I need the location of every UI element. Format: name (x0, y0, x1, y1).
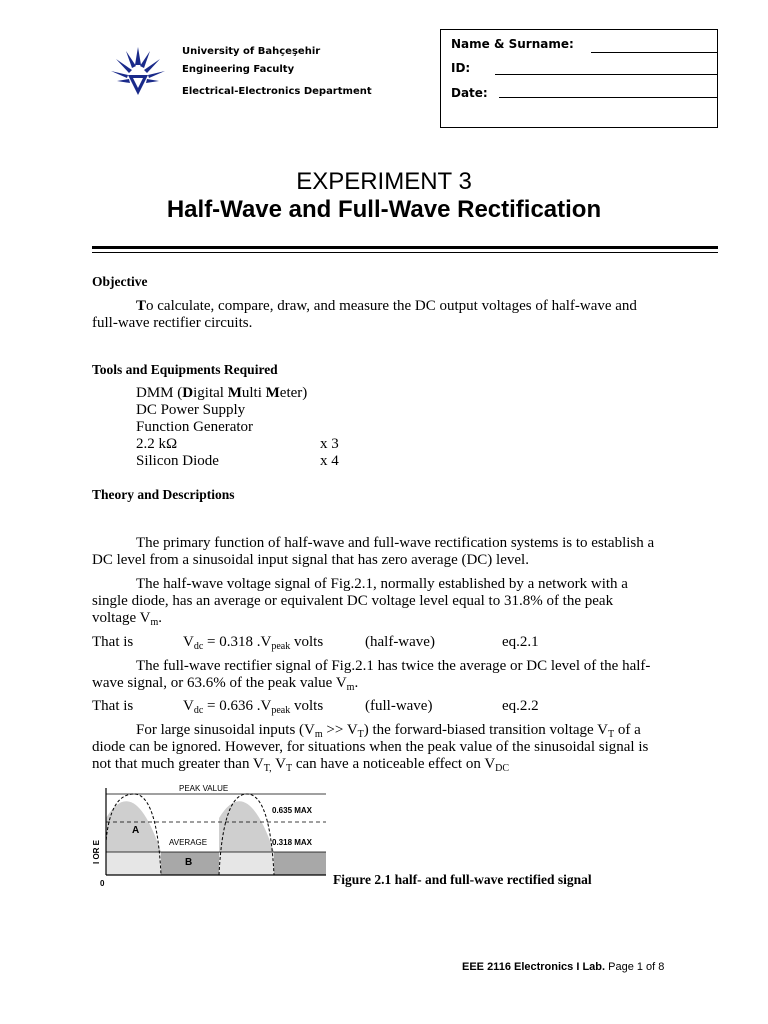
student-info-box (440, 29, 718, 128)
tool-item: Silicon Diode (136, 453, 219, 469)
date-label: Date: (451, 86, 488, 100)
theory-paragraph-4-line-2: diode can be ignored. However, for situations when the peak value of the sinusoidal signal is (92, 739, 649, 755)
theory-paragraph-1-line-1: The primary function of half-wave and full-wave rectification systems is to establish a (136, 535, 655, 551)
objective-line-2: full-wave rectifier circuits. (92, 315, 253, 331)
tool-item: 2.2 kΩ (136, 436, 178, 452)
theory-paragraph-1-line-2: DC level from a sinusoidal input signal that has zero average (DC) level. (92, 552, 529, 568)
tools-heading: Tools and Equipments Required (92, 362, 278, 377)
area-a-label: A (132, 825, 140, 836)
theory-paragraph-4-line-1: For large sinusoidal inputs $(V_m >> V_T)$ the forward-biased transition voltage $V_T$ of a (136, 722, 641, 740)
page-title: Half-Wave and Full-Wave Rectification (166, 196, 602, 223)
tool-item: DC Power Supply (136, 402, 246, 418)
figure-caption: Figure 2.1 half- and full-wave rectified signal (333, 872, 592, 887)
experiment-number: EXPERIMENT 3 (296, 168, 472, 195)
theory-paragraph-2-line-2: single diode, has an average or equivalent DC voltage level equal to 31.8% of the peak (92, 593, 614, 609)
objective-heading: Objective (92, 274, 148, 289)
area-b-2 (274, 852, 326, 875)
tool-item: Function Generator (136, 419, 254, 435)
equation-1-ref: eq.2.1 (502, 634, 539, 650)
average-label: AVERAGE (169, 838, 208, 847)
tool-item-dmm: DMM (Digital Multi Meter) (136, 385, 308, 401)
theory-paragraph-3-line-1: The full-wave rectifier signal of Fig.2.1 has twice the average or DC level of the half- (136, 658, 651, 674)
equation-1-label: That is (92, 634, 134, 650)
peak-value-label: PEAK VALUE (179, 784, 229, 793)
equation-2-label: That is (92, 698, 134, 714)
date-field[interactable] (499, 97, 717, 98)
objective-line-1: To calculate, compare, draw, and measure the DC output voltages of half-wave and (136, 298, 637, 314)
max-0318-label: 0.318 MAX (272, 838, 313, 847)
zero-label: 0 (100, 879, 105, 888)
equation-2-ref: eq.2.2 (502, 698, 539, 714)
equation-2-type: (full-wave) (365, 698, 433, 714)
equation-2: $V_{dc} = 0.636$ $.V_{peak}$ volts (183, 698, 324, 716)
id-label: ID: (451, 61, 471, 75)
university-name: University of Bahçeşehir (182, 46, 321, 57)
theory-paragraph-2-line-1: The half-wave voltage signal of Fig.2.1, normally established by a network with a (136, 576, 628, 592)
theory-heading: Theory and Descriptions (92, 487, 235, 502)
theory-paragraph-2-line-3: voltage $V_m$. (92, 610, 162, 628)
theory-paragraph-4-line-3: not that much greater than $V_{T,}$ $V_T$ can have a noticeable effect on $V_{DC}$ (92, 756, 510, 774)
title-divider (92, 246, 718, 249)
name-surname-field[interactable] (591, 52, 717, 53)
faculty-name: Engineering Faculty (182, 64, 295, 75)
department-name: Electrical-Electronics Department (182, 86, 372, 97)
page-footer: EEE 2116 Electronics I Lab. Page 1 of 8 (462, 961, 665, 973)
equation-1: $V_{dc} = 0.318$ $.V_{peak}$ volts (183, 634, 324, 652)
name-surname-label: Name & Surname: (451, 37, 574, 51)
max-0635-label: 0.635 MAX (272, 806, 313, 815)
rectified-signal-figure (84, 782, 334, 890)
area-b-label: B (185, 857, 193, 868)
tool-quantity: x 3 (320, 436, 339, 452)
title-divider-thin (92, 252, 718, 253)
axis-label: I OR E (92, 839, 101, 864)
tool-quantity: x 4 (320, 453, 339, 469)
half-wave-area-a-2 (219, 801, 274, 852)
id-field[interactable] (495, 74, 717, 75)
theory-paragraph-3-line-2: wave signal, or 63.6% of the peak value $V_m$. (92, 675, 359, 693)
equation-1-type: (half-wave) (365, 634, 435, 650)
university-logo (108, 45, 168, 97)
